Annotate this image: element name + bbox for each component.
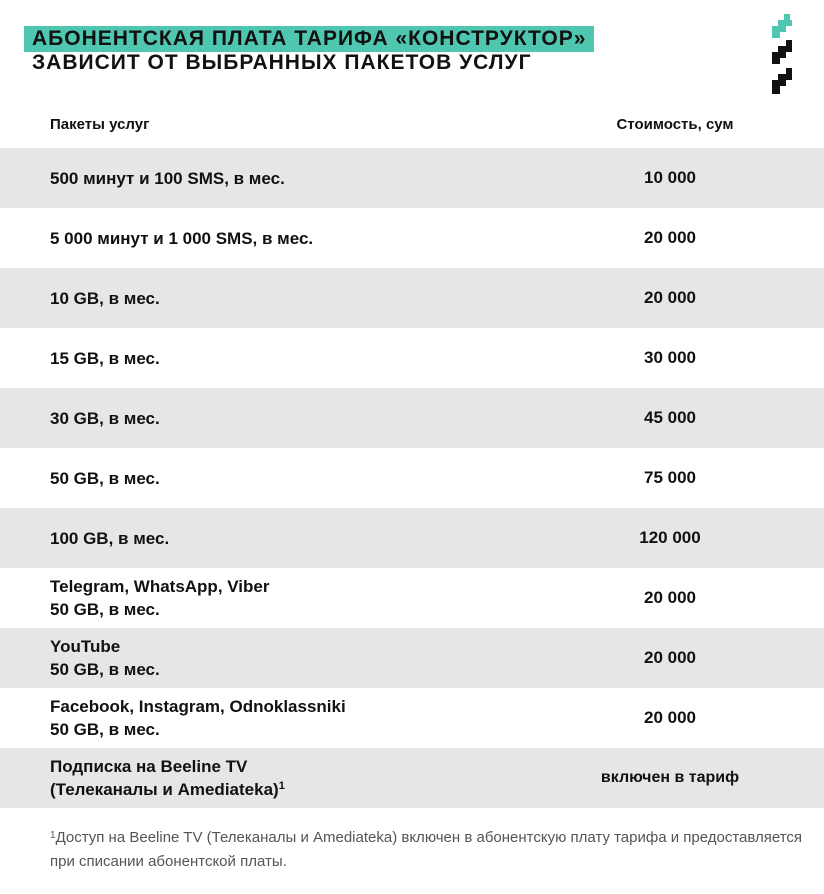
- table-row: [0, 328, 824, 388]
- package-name: Telegram, WhatsApp, Viber: [50, 577, 270, 596]
- title-line-1: АБОНЕНТСКАЯ ПЛАТА ТАРИФА «КОНСТРУКТОР»: [24, 26, 594, 52]
- package-price: 20 000: [644, 288, 696, 307]
- package-name: 30 GB, в мес.: [50, 408, 160, 428]
- package-detail: 50 GB, в мес.: [50, 720, 160, 739]
- table-row: [0, 628, 824, 688]
- package-name: 5 000 минут и 1 000 SMS, в мес.: [50, 228, 314, 248]
- package-name: 100 GB, в мес.: [50, 528, 170, 548]
- package-detail-text: (Телеканалы и Amediateka): [50, 780, 279, 799]
- table-row: [0, 208, 824, 268]
- package-name: 500 минут и 100 SMS, в мес.: [50, 168, 285, 188]
- page-title: [24, 26, 594, 76]
- package-price: 120 000: [639, 528, 701, 547]
- package-price: включен в тариф: [600, 769, 740, 786]
- package-name: 50 GB, в мес.: [50, 468, 160, 488]
- package-name: YouTube: [50, 637, 121, 656]
- package-price: 30 000: [644, 348, 696, 367]
- header-cost: Стоимость, сум: [616, 116, 734, 133]
- package-price: 20 000: [644, 588, 696, 607]
- package-detail: 50 GB, в мес.: [50, 660, 160, 679]
- title-line-2: ЗАВИСИТ ОТ ВЫБРАННЫХ ПАКЕТОВ УСЛУГ: [32, 51, 532, 74]
- table-row: [0, 508, 824, 568]
- table-row: [0, 748, 824, 808]
- package-name: Подписка на Beeline TV: [50, 757, 248, 776]
- package-name: 15 GB, в мес.: [50, 348, 160, 368]
- table-row: [0, 568, 824, 628]
- package-name: 10 GB, в мес.: [50, 288, 160, 308]
- table-row: [0, 388, 824, 448]
- header-packages: Пакеты услуг: [50, 116, 150, 133]
- footnote-marker: 1: [278, 780, 285, 792]
- footnote-line-1: Доступ на Beeline TV (Телеканалы и Amediateka) включен в абонентскую плату тарифа и предоставляется: [55, 829, 803, 846]
- table-row: [0, 688, 824, 748]
- package-price: 20 000: [644, 708, 696, 727]
- package-detail: [50, 778, 550, 801]
- table-row: [0, 148, 824, 208]
- footnote: [50, 826, 810, 874]
- table-row: [0, 268, 824, 328]
- package-detail: 50 GB, в мес.: [50, 600, 160, 619]
- package-price: 10 000: [644, 168, 696, 187]
- footnote-number: 1: [50, 830, 56, 841]
- table-row: [0, 448, 824, 508]
- footnote-line-2: при списании абонентской платы.: [50, 853, 287, 870]
- beeline-stripes-icon: [770, 14, 794, 100]
- price-table: [0, 148, 824, 808]
- package-price: 45 000: [644, 408, 696, 427]
- table-header: [0, 106, 824, 146]
- package-price: 20 000: [644, 228, 696, 247]
- package-price: 75 000: [644, 468, 696, 487]
- package-name: Facebook, Instagram, Odnoklassniki: [50, 697, 346, 716]
- package-price: 20 000: [644, 648, 696, 667]
